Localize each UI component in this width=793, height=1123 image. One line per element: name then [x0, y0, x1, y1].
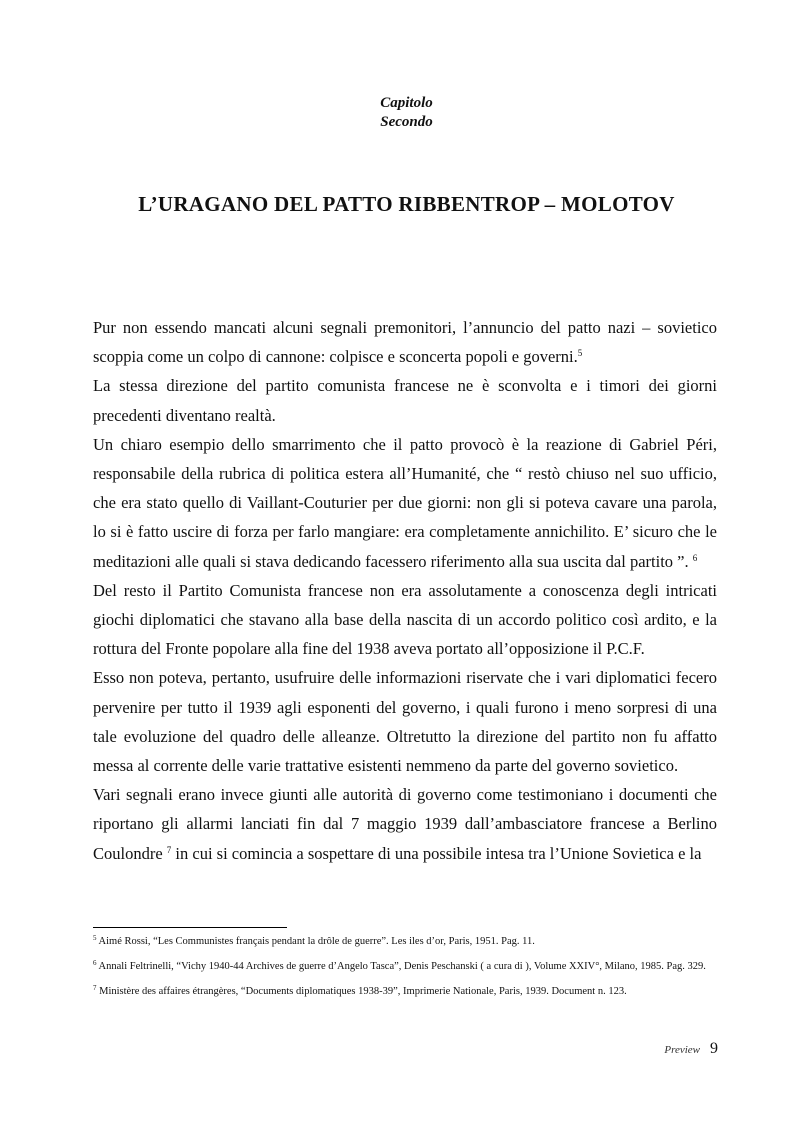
- paragraph: [93, 663, 717, 780]
- paragraph-text: in cui si comincia a sospettare di una possibile intesa tra l’Unione Sovietica e la: [171, 843, 702, 863]
- chapter-number: Secondo: [380, 114, 433, 130]
- page-number: 9: [710, 1040, 718, 1057]
- watermark-preview: Preview: [664, 1044, 700, 1056]
- chapter-heading: [0, 94, 793, 132]
- footnote-reference[interactable]: 6: [692, 552, 698, 563]
- footnote-divider: [93, 927, 287, 928]
- footnote: [93, 934, 717, 950]
- chapter-label: Capitolo: [380, 95, 433, 111]
- paragraph-text: Del resto il Partito Comunista francese non era assolutamente a conoscenza degli intricati giochi diplomatici che stavano alla base della nascita di un accordo politico così ardito, e la rottura del Fronte popolare alla fine del 1938 aveva portato all’opposizione il P.C.F.: [93, 580, 717, 659]
- footnote-number: 7: [93, 984, 97, 992]
- paragraph-text: Vari segnali erano invece giunti alle autorità di governo come testimoniano i documenti che riportano gli allarmi lanciati fin dal 7 maggio 1939 dall’ambasciatore francese a Berlino Coulondre: [93, 785, 717, 863]
- page-footer: [664, 1040, 718, 1058]
- paragraph-text: Pur non essendo mancati alcuni segnali premonitori, l’annuncio del patto nazi – sovietico scoppia come un colpo di cannone: colpisce e sconcerta popoli e governi.: [93, 318, 717, 367]
- footnotes: [93, 934, 717, 1009]
- paragraph: [93, 430, 717, 576]
- footnote: [93, 984, 717, 1000]
- body-text: [93, 313, 717, 868]
- footnote: [93, 959, 717, 975]
- footnote-text: Aimé Rossi, “Les Communistes français pendant la drôle de guerre”. Les iles d’or, Paris, 1951. Pag. 11.: [98, 936, 535, 947]
- paragraph-text: Esso non poteva, pertanto, usufruire delle informazioni riservate che i vari diplomatici fecero pervenire per tutto il 1939 agli esponenti del governo, i quali furono i meno sorpresi di una tale evoluzione del quadro delle alleanze. Oltretutto la direzione del partito non fu affatto messa al corrente delle varie trattative esistenti nemmeno da parte del governo sovietico.: [93, 668, 717, 776]
- paragraph: [93, 371, 717, 429]
- paragraph-text: Un chiaro esempio dello smarrimento che il patto provocò è la reazione di Gabriel Péri, responsabile della rubrica di politica estera all’Humanité, che “ restò chiuso nel suo ufficio, che era stato quello di Vaillant-Couturier per due giorni: non gli si poteva cavare una parola, lo si è fatto uscire di forza per farlo mangiare: era completamente annichilito. E’ sicuro che le meditazioni alle quali si stava dedicando facessero riferimento alla sua uscita dal partito ”.: [93, 434, 717, 571]
- footnote-number: 5: [93, 934, 97, 942]
- footnote-text: Annali Feltrinelli, “Vichy 1940-44 Archives de guerre d’Angelo Tasca”, Denis Peschanski ( a cura di ), Volume XXIV°, Milano, 1985. Pag. 329.: [98, 961, 706, 972]
- footnote-reference[interactable]: 5: [577, 348, 583, 359]
- paragraph: [93, 576, 717, 664]
- paragraph: [93, 313, 717, 371]
- footnote-reference[interactable]: 7: [166, 844, 172, 855]
- paragraph: [93, 780, 717, 868]
- chapter-title: L’URAGANO DEL PATTO RIBBENTROP – MOLOTOV: [138, 192, 675, 216]
- paragraph-text: La stessa direzione del partito comunista francese ne è sconvolta e i timori dei giorni precedenti diventano realtà.: [93, 376, 717, 425]
- footnote-number: 6: [93, 959, 97, 967]
- footnote-text: Ministère des affaires étrangères, “Documents diplomatiques 1938-39”, Imprimerie Nationale, Paris, 1939. Document n. 123.: [99, 986, 627, 997]
